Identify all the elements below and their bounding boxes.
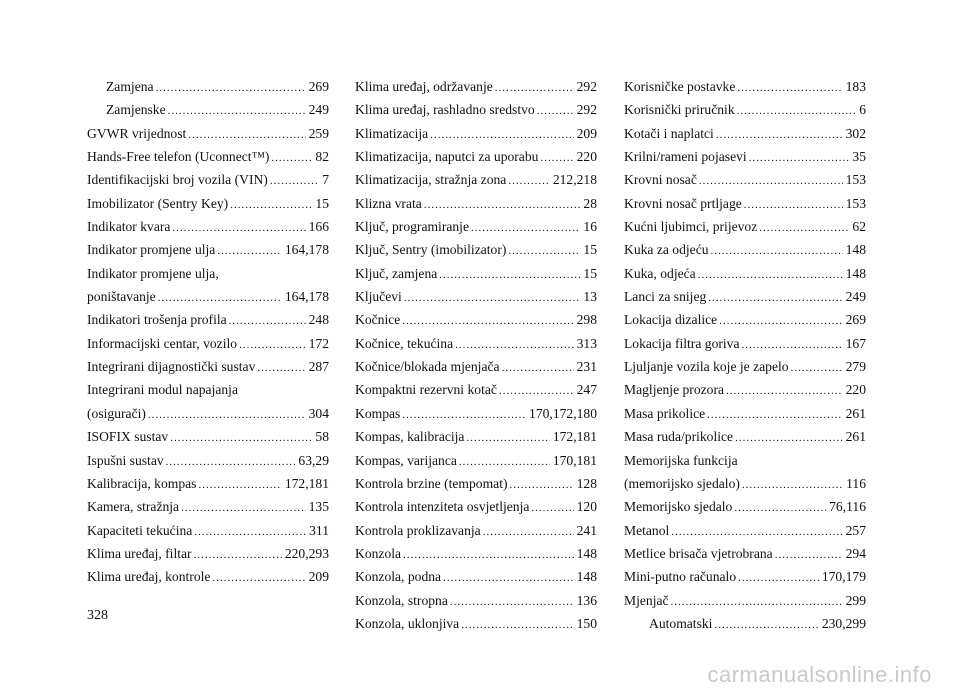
index-entry: [355, 612, 597, 635]
index-entry-label: Konzola, podna: [355, 569, 442, 585]
index-entry-page: 170,172,180: [529, 405, 597, 421]
index-entry: [624, 75, 866, 98]
index-entry-page: 241: [576, 522, 597, 538]
index-entry: [87, 402, 329, 425]
index-entry-page: 164,178: [284, 289, 329, 305]
index-entry: [355, 332, 597, 355]
index-entry-page: 153: [845, 172, 866, 188]
index-entry: [87, 355, 329, 378]
index-entry: [87, 425, 329, 448]
index-entry-page: 15: [583, 242, 597, 258]
index-entry-label: Klimatizacija, stražnja zona: [355, 172, 507, 188]
dot-leader: [194, 521, 306, 544]
index-entry-label: Metlice brisača vjetrobrana: [624, 545, 773, 561]
dot-leader: [711, 240, 843, 263]
index-entry-page: 28: [583, 195, 597, 211]
dot-leader: [194, 544, 282, 567]
index-entry-label: Klimatizacija: [355, 125, 429, 141]
index-entry: [87, 449, 329, 472]
index-entry-page: 170,181: [552, 452, 597, 468]
index-entry: [87, 519, 329, 542]
dot-leader: [424, 194, 581, 217]
dot-leader: [217, 240, 281, 263]
index-entry: [87, 122, 329, 145]
index-entry-label: Klima uređaj, rashladno sredstvo: [355, 102, 535, 118]
index-entry-page: 292: [576, 79, 597, 94]
index-entry-page: 15: [583, 265, 597, 281]
index-entry: [87, 145, 329, 168]
index-entry-label: Lokacija filtra goriva: [624, 335, 740, 351]
index-entry: [624, 589, 866, 612]
index-entry-label: ISOFIX sustav: [87, 429, 169, 445]
dot-leader: [735, 427, 843, 450]
dot-leader: [168, 100, 306, 123]
dot-leader: [737, 100, 857, 123]
index-entry-label: GVWR vrijednost: [87, 125, 187, 141]
index-entry-label: poništavanje: [87, 289, 156, 305]
index-entry: [355, 215, 597, 238]
index-entry-label: Kompas: [355, 405, 401, 421]
index-entry-page: 292: [576, 102, 597, 118]
index-entry-page: 212,218: [552, 172, 597, 188]
dot-leader: [499, 380, 574, 403]
index-entry: [87, 542, 329, 565]
index-entry-label: Zamjenske: [106, 102, 166, 118]
index-entry-label: Kontrola proklizavanja: [355, 522, 481, 538]
index-entry-label: Metanol: [624, 522, 670, 538]
index-entry-label: Memorijsko sjedalo: [624, 499, 733, 515]
index-entry-page: 209: [576, 125, 597, 141]
dot-leader: [737, 77, 842, 100]
index-entry: [624, 215, 866, 238]
index-entry-page: 261: [845, 429, 866, 445]
index-entry: [624, 98, 866, 121]
index-entry-page: 58: [315, 429, 329, 445]
index-entry-label: Masa ruda/prikolice: [624, 429, 734, 445]
index-entry-page: 82: [315, 149, 329, 165]
dot-leader: [531, 497, 573, 520]
index-entry-label: Korisnički priručnik: [624, 102, 735, 118]
dot-leader: [537, 100, 574, 123]
index-entry-label: Klima uređaj, filtar: [87, 545, 192, 561]
dot-leader: [775, 544, 843, 567]
index-entry-page: 172,181: [552, 429, 597, 445]
dot-leader: [791, 357, 843, 380]
index-entry-label: Klimatizacija, naputci za uporabu: [355, 149, 539, 165]
index-entry: [624, 332, 866, 355]
index-entry: [355, 449, 597, 472]
index-entry-label: Ključ, programiranje: [355, 219, 469, 235]
index-entry: [624, 565, 866, 588]
index-entry: [624, 519, 866, 542]
dot-leader: [540, 147, 573, 170]
index-entry: [624, 262, 866, 285]
dot-leader: [158, 287, 282, 310]
index-entry-page: 63,29: [298, 452, 329, 468]
dot-leader: [719, 310, 842, 333]
dot-leader: [466, 427, 549, 450]
index-entry: [624, 168, 866, 191]
index-entry-label: Klima uređaj, održavanje: [355, 79, 493, 94]
index-entry: [624, 308, 866, 331]
index-entry-label: Krovni nosač prtljage: [624, 195, 742, 211]
index-entry: [87, 238, 329, 261]
index-entry-label: Indikator promjene ulja,: [87, 265, 219, 281]
index-entry: [355, 145, 597, 168]
dot-leader: [270, 170, 319, 193]
index-entry-page: 220: [845, 382, 866, 398]
index-entry: [624, 472, 866, 495]
index-entry-label: Indikatori trošenja profila: [87, 312, 227, 328]
index-entry: [355, 378, 597, 401]
index-entry-label: Lokacija dizalice: [624, 312, 718, 328]
index-entry: [355, 192, 597, 215]
index-entry-label: Kamera, stražnja: [87, 499, 180, 515]
index-entry-label: Kotači i naplatci: [624, 125, 714, 141]
index-entry: [355, 308, 597, 331]
index-entry-page: 76,116: [829, 499, 866, 515]
index-entry: [87, 262, 329, 285]
index-entry-page: 148: [845, 242, 866, 258]
index-entry: [355, 262, 597, 285]
watermark: carmanualsonline.info: [707, 662, 932, 687]
index-entry-page: 230,299: [821, 615, 866, 631]
index-entry-page: 148: [576, 569, 597, 585]
index-entry-label: Masa prikolice: [624, 405, 706, 421]
index-entry-page: 249: [845, 289, 866, 305]
index-entry-label: Kočnice, tekućina: [355, 335, 454, 351]
dot-leader: [508, 240, 580, 263]
dot-leader: [671, 521, 842, 544]
dot-leader: [671, 591, 843, 614]
index-entry-page: 261: [845, 405, 866, 421]
dot-leader: [734, 497, 826, 520]
index-entry-page: 298: [576, 312, 597, 328]
index-entry: [355, 98, 597, 121]
index-entry: [87, 472, 329, 495]
index-entry-page: 172: [308, 335, 329, 351]
index-entry: [87, 215, 329, 238]
index-entry-label: Konzola: [355, 545, 402, 561]
index-column-3: [624, 75, 866, 635]
dot-leader: [166, 451, 296, 474]
index-entry-page: 170,179: [821, 569, 866, 585]
dot-leader: [148, 404, 306, 427]
index-entry-label: Integrirani modul napajanja: [87, 382, 238, 398]
index-entry-label: Mini-putno računalo: [624, 569, 737, 585]
dot-leader: [502, 357, 574, 380]
dot-leader: [439, 264, 580, 287]
index-entry-page: 209: [308, 569, 329, 585]
index-entry-label: Ključ, Sentry (imobilizator): [355, 242, 507, 258]
index-entry-label: Kućni ljubimci, prijevoz: [624, 219, 758, 235]
index-entry-label: (osigurači): [87, 405, 146, 421]
dot-leader: [742, 334, 843, 357]
index-entry: [355, 238, 597, 261]
index-entry-label: Kompaktni rezervni kotač: [355, 382, 497, 398]
index-entry: [624, 285, 866, 308]
index-entry: [355, 519, 597, 542]
index-entry: [624, 192, 866, 215]
index-entry-page: 164,178: [284, 242, 329, 258]
index-entry: [624, 495, 866, 518]
index-entry-page: 135: [308, 499, 329, 515]
index-entry-page: 311: [309, 522, 329, 538]
index-entry-page: 220,293: [284, 545, 329, 561]
index-entry-page: 120: [576, 499, 597, 515]
dot-leader: [759, 217, 849, 240]
index-entry-page: 231: [576, 359, 597, 375]
index-entry-label: Kapaciteti tekućina: [87, 522, 193, 538]
index-entry-page: 153: [845, 195, 866, 211]
index-entry: [355, 75, 597, 98]
index-entry-page: 128: [576, 475, 597, 491]
index-entry-label: Informacijski centar, vozilo: [87, 335, 238, 351]
index-entry-label: Integrirani dijagnostički sustav: [87, 359, 256, 375]
dot-leader: [230, 194, 312, 217]
dot-leader: [714, 614, 818, 637]
index-entry: [87, 378, 329, 401]
index-entry-page: 6: [859, 102, 866, 118]
index-entry-page: 136: [576, 592, 597, 608]
index-entry-page: 15: [315, 195, 329, 211]
index-entry-label: Kočnice/blokada mjenjača: [355, 359, 500, 375]
index-entry: [87, 98, 329, 121]
dot-leader: [181, 497, 306, 520]
index-entry-page: 304: [308, 405, 329, 421]
dot-leader: [443, 567, 574, 590]
index-entry-page: 259: [308, 125, 329, 141]
index-entry: [355, 168, 597, 191]
index-entry-page: 299: [845, 592, 866, 608]
index-entry-page: 16: [583, 219, 597, 235]
index-entry-page: 62: [852, 219, 866, 235]
dot-leader: [455, 334, 573, 357]
index-entry-label: Kontrola brzine (tempomat): [355, 475, 508, 491]
index-entry-page: 220: [576, 149, 597, 165]
dot-leader: [229, 310, 306, 333]
index-entry: [355, 589, 597, 612]
index-entry-label: (memorijsko sjedalo): [624, 475, 740, 491]
dot-leader: [404, 287, 581, 310]
dot-leader: [402, 310, 573, 333]
index-entry-label: Kompas, kalibracija: [355, 429, 465, 445]
dot-leader: [271, 147, 312, 170]
dot-leader: [403, 544, 574, 567]
index-entry: [87, 168, 329, 191]
index-entry: [87, 565, 329, 588]
dot-leader: [708, 287, 842, 310]
dot-leader: [699, 170, 843, 193]
dot-leader: [170, 427, 312, 450]
index-entry-label: Ključ, zamjena: [355, 265, 438, 281]
index-entry-label: Klima uređaj, kontrole: [87, 569, 211, 585]
index-entry-label: Identifikacijski broj vozila (VIN): [87, 172, 268, 188]
dot-leader: [726, 380, 843, 403]
index-entry: [624, 378, 866, 401]
index-entry: [87, 75, 329, 98]
dot-leader: [212, 567, 305, 590]
index-entry-label: Mjenjač: [624, 592, 669, 608]
dot-leader: [450, 591, 574, 614]
index-column-1: [87, 75, 329, 589]
index-entry: [624, 542, 866, 565]
index-entry-label: Hands-Free telefon (Uconnect™): [87, 149, 270, 165]
index-entry-page: 116: [846, 475, 866, 491]
index-entry-page: 279: [845, 359, 866, 375]
index-entry-label: Ispušni sustav: [87, 452, 164, 468]
index-entry-label: Zamjena: [106, 79, 154, 94]
index-entry-label: Konzola, stropna: [355, 592, 448, 608]
index-entry: [355, 495, 597, 518]
index-entry-label: Krilni/rameni pojasevi: [624, 149, 747, 165]
index-entry: [624, 612, 866, 635]
dot-leader: [742, 474, 843, 497]
index-entry: [624, 355, 866, 378]
index-entry-label: Lanci za snijeg: [624, 289, 707, 305]
dot-leader: [257, 357, 305, 380]
index-entry: [624, 145, 866, 168]
index-entry: [355, 565, 597, 588]
dot-leader: [461, 614, 573, 637]
index-entry-page: 247: [576, 382, 597, 398]
index-entry-label: Ključevi: [355, 289, 402, 305]
index-entry: [87, 332, 329, 355]
dot-leader: [483, 521, 574, 544]
index-entry-label: Klizna vrata: [355, 195, 422, 211]
dot-leader: [508, 170, 549, 193]
index-entry-label: Kalibracija, kompas: [87, 475, 197, 491]
index-entry: [355, 472, 597, 495]
dot-leader: [698, 264, 843, 287]
dot-leader: [459, 451, 550, 474]
index-entry: [624, 122, 866, 145]
index-column-2: [355, 75, 597, 635]
index-entry-page: 248: [308, 312, 329, 328]
index-entry-page: 7: [322, 172, 329, 188]
index-entry: [87, 308, 329, 331]
index-entry-page: 302: [845, 125, 866, 141]
index-entry-page: 35: [852, 149, 866, 165]
dot-leader: [430, 124, 573, 147]
index-entry: [87, 495, 329, 518]
index-entry-label: Kompas, varijanca: [355, 452, 457, 468]
index-entry-page: 148: [576, 545, 597, 561]
dot-leader: [707, 404, 842, 427]
index-entry-page: 257: [845, 522, 866, 538]
index-entry-page: 150: [576, 615, 597, 631]
index-entry: [624, 449, 866, 472]
dot-leader: [749, 147, 850, 170]
index-entry: [355, 122, 597, 145]
index-entry-page: 13: [583, 289, 597, 305]
dot-leader: [188, 124, 305, 147]
index-entry-label: Imobilizator (Sentry Key): [87, 195, 229, 211]
index-entry: [624, 425, 866, 448]
index-entry-label: Automatski: [649, 615, 713, 631]
dot-leader: [156, 77, 306, 100]
dot-leader: [510, 474, 574, 497]
dot-leader: [471, 217, 580, 240]
index-entry-page: 294: [845, 545, 866, 561]
index-entry-page: 313: [576, 335, 597, 351]
dot-leader: [239, 334, 306, 357]
index-entry-label: Ljuljanje vozila koje je zapelo: [624, 359, 789, 375]
index-entry: [87, 285, 329, 308]
index-entry: [624, 238, 866, 261]
index-entry-page: 167: [845, 335, 866, 351]
index-entry: [624, 402, 866, 425]
index-entry-label: Magljenje prozora: [624, 382, 725, 398]
index-entry-page: 287: [308, 359, 329, 375]
index-entry-label: Kočnice: [355, 312, 401, 328]
index-entry: [355, 542, 597, 565]
index-entry-label: Kuka, odjeća: [624, 265, 696, 281]
index-entry: [355, 355, 597, 378]
index-entry-label: Indikator kvara: [87, 219, 171, 235]
index-entry-label: Kontrola intenziteta osvjetljenja: [355, 499, 530, 515]
index-entry-label: Konzola, uklonjiva: [355, 615, 460, 631]
dot-leader: [402, 404, 526, 427]
index-entry-page: 249: [308, 102, 329, 118]
dot-leader: [716, 124, 843, 147]
dot-leader: [495, 77, 574, 100]
page-number: 328: [87, 608, 108, 623]
dot-leader: [738, 567, 819, 590]
index-entry: [355, 425, 597, 448]
index-entry-page: 172,181: [284, 475, 329, 491]
dot-leader: [198, 474, 281, 497]
index-entry: [355, 285, 597, 308]
index-entry-label: Krovni nosač: [624, 172, 697, 188]
index-entry-page: 269: [845, 312, 866, 328]
index-entry-label: Korisničke postavke: [624, 79, 736, 94]
index-entry-page: 183: [845, 79, 866, 94]
dot-leader: [744, 194, 843, 217]
dot-leader: [172, 217, 305, 240]
index-entry-label: Memorijska funkcija: [624, 452, 738, 468]
index-entry-page: 269: [308, 79, 329, 94]
index-entry-page: 148: [845, 265, 866, 281]
index-entry-page: 166: [308, 219, 329, 235]
index-entry-label: Indikator promjene ulja: [87, 242, 216, 258]
index-entry-label: Kuka za odjeću: [624, 242, 709, 258]
index-entry: [87, 192, 329, 215]
index-entry: [355, 402, 597, 425]
